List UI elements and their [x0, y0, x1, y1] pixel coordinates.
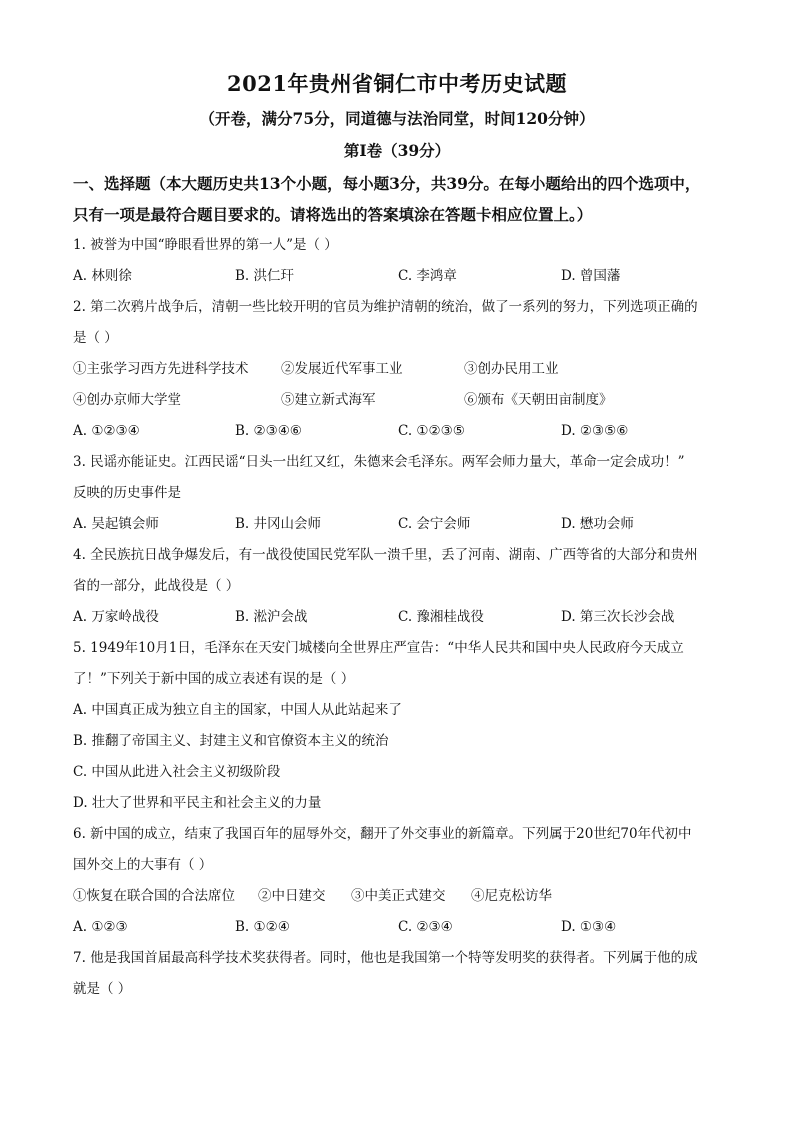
- option-a: A. 中国真正成为独立自主的国家，中国人从此站起来了: [73, 702, 402, 718]
- section-line: 只有一项是最符合题目要求的。请将选出的答案填涂在答题卡相应位置上。）: [73, 205, 593, 224]
- option-b: B. ②③④⑥: [235, 423, 302, 439]
- exam-subtitle: （开卷，满分75分，同道德与法治同堂，时间120分钟）: [199, 109, 595, 128]
- option-a: A. 林则徐: [73, 268, 132, 284]
- statement-item: ①恢复在联合国的合法席位: [73, 888, 235, 904]
- option-d: D. 第三次长沙会战: [561, 609, 675, 625]
- statement-item: ②中日建交: [258, 888, 326, 904]
- question-4-stem: 省的一部分，此战役是（ ）: [73, 578, 240, 594]
- option-b: B. 井冈山会师: [235, 516, 322, 532]
- question-3-stem: 反映的历史事件是: [73, 485, 181, 501]
- option-c: C. 中国从此进入社会主义初级阶段: [73, 764, 281, 780]
- statement-item: ②发展近代军事工业: [281, 361, 403, 377]
- statement-item: ③中美正式建交: [351, 888, 446, 904]
- statement-item: ①主张学习西方先进科学技术: [73, 361, 249, 377]
- option-a: A. ①②③: [73, 919, 128, 935]
- option-c: C. 李鸿章: [398, 268, 457, 284]
- option-d: D. 壮大了世界和平民主和社会主义的力量: [73, 795, 322, 811]
- option-b: B. 洪仁玕: [235, 268, 295, 284]
- option-d: D. ①③④: [561, 919, 617, 935]
- option-c: C. ①②③⑤: [398, 423, 465, 439]
- question-5-stem: 了！”下列关于新中国的成立表述有误的是（ ）: [73, 671, 355, 687]
- option-b: B. 推翻了帝国主义、封建主义和官僚资本主义的统治: [73, 733, 389, 749]
- question-list: [73, 230, 725, 1005]
- statement-item: ④创办京师大学堂: [73, 392, 181, 408]
- section-instructions: [73, 168, 733, 230]
- statement-item: ④尼克松访华: [471, 888, 552, 904]
- question-2-options: [73, 416, 725, 447]
- question-2-stem: 2. 第二次鸦片战争后，清朝一些比较开明的官员为维护清朝的统治，做了一系列的努力，下列选项正确的: [73, 299, 698, 315]
- option-a: A. 吴起镇会师: [73, 516, 159, 532]
- option-a: A. ①②③④: [73, 423, 140, 439]
- volume-heading: 第Ⅰ卷（39分）: [343, 141, 451, 160]
- question-5-stem: 5. 1949年10月1日，毛泽东在天安门城楼向全世界庄严宣告：“中华人民共和国中央人民政府今天成立: [73, 640, 684, 656]
- question-6-stem: 6. 新中国的成立，结束了我国百年的屈辱外交，翻开了外交事业的新篇章。下列属于20世纪70年代初中: [73, 826, 692, 842]
- question-7-stem: 就是（ ）: [73, 981, 132, 997]
- option-d: D. ②③⑤⑥: [561, 423, 629, 439]
- statement-item: ⑤建立新式海军: [281, 392, 376, 408]
- statement-item: ③创办民用工业: [464, 361, 559, 377]
- question-4-stem: 4. 全民族抗日战争爆发后，有一战役使国民党军队一溃千里，丢了河南、湖南、广西等省的大部分和贵州: [73, 547, 698, 563]
- question-4-options: [73, 602, 725, 633]
- question-1-options: [73, 261, 725, 292]
- question-2-items: [73, 385, 725, 416]
- option-b: B. 淞沪会战: [235, 609, 308, 625]
- question-2-items: [73, 354, 725, 385]
- option-d: D. 曾国藩: [561, 268, 621, 284]
- question-3-options: [73, 509, 725, 540]
- option-b: B. ①②④: [235, 919, 290, 935]
- page-title: 2021年贵州省铜仁市中考历史试题: [227, 71, 567, 96]
- option-c: C. 会宁会师: [398, 516, 471, 532]
- question-1-stem: 1. 被誉为中国“睁眼看世界的第一人”是（ ）: [73, 237, 338, 253]
- option-c: C. ②③④: [398, 919, 453, 935]
- section-line: 一、选择题（本大题历史共13个小题，每小题3分，共39分。在每小题给出的四个选项中，: [73, 174, 701, 193]
- question-2-stem: 是（ ）: [73, 330, 118, 346]
- question-7-stem: 7. 他是我国首届最高科学技术奖获得者。同时，他也是我国第一个特等发明奖的获得者。下列属于他的成: [73, 950, 698, 966]
- option-c: C. 豫湘桂战役: [398, 609, 484, 625]
- question-6-options: [73, 912, 725, 943]
- option-d: D. 懋功会师: [561, 516, 634, 532]
- question-6-stem: 国外交上的大事有（ ）: [73, 857, 213, 873]
- question-3-stem: 3. 民谣亦能证史。江西民谣“日头一出红又红，朱德来会毛泽东。两军会师力量大，革命一定会成功！”: [73, 454, 685, 470]
- statement-item: ⑥颁布《天朝田亩制度》: [464, 392, 613, 408]
- option-a: A. 万家岭战役: [73, 609, 159, 625]
- question-6-items: [73, 881, 725, 912]
